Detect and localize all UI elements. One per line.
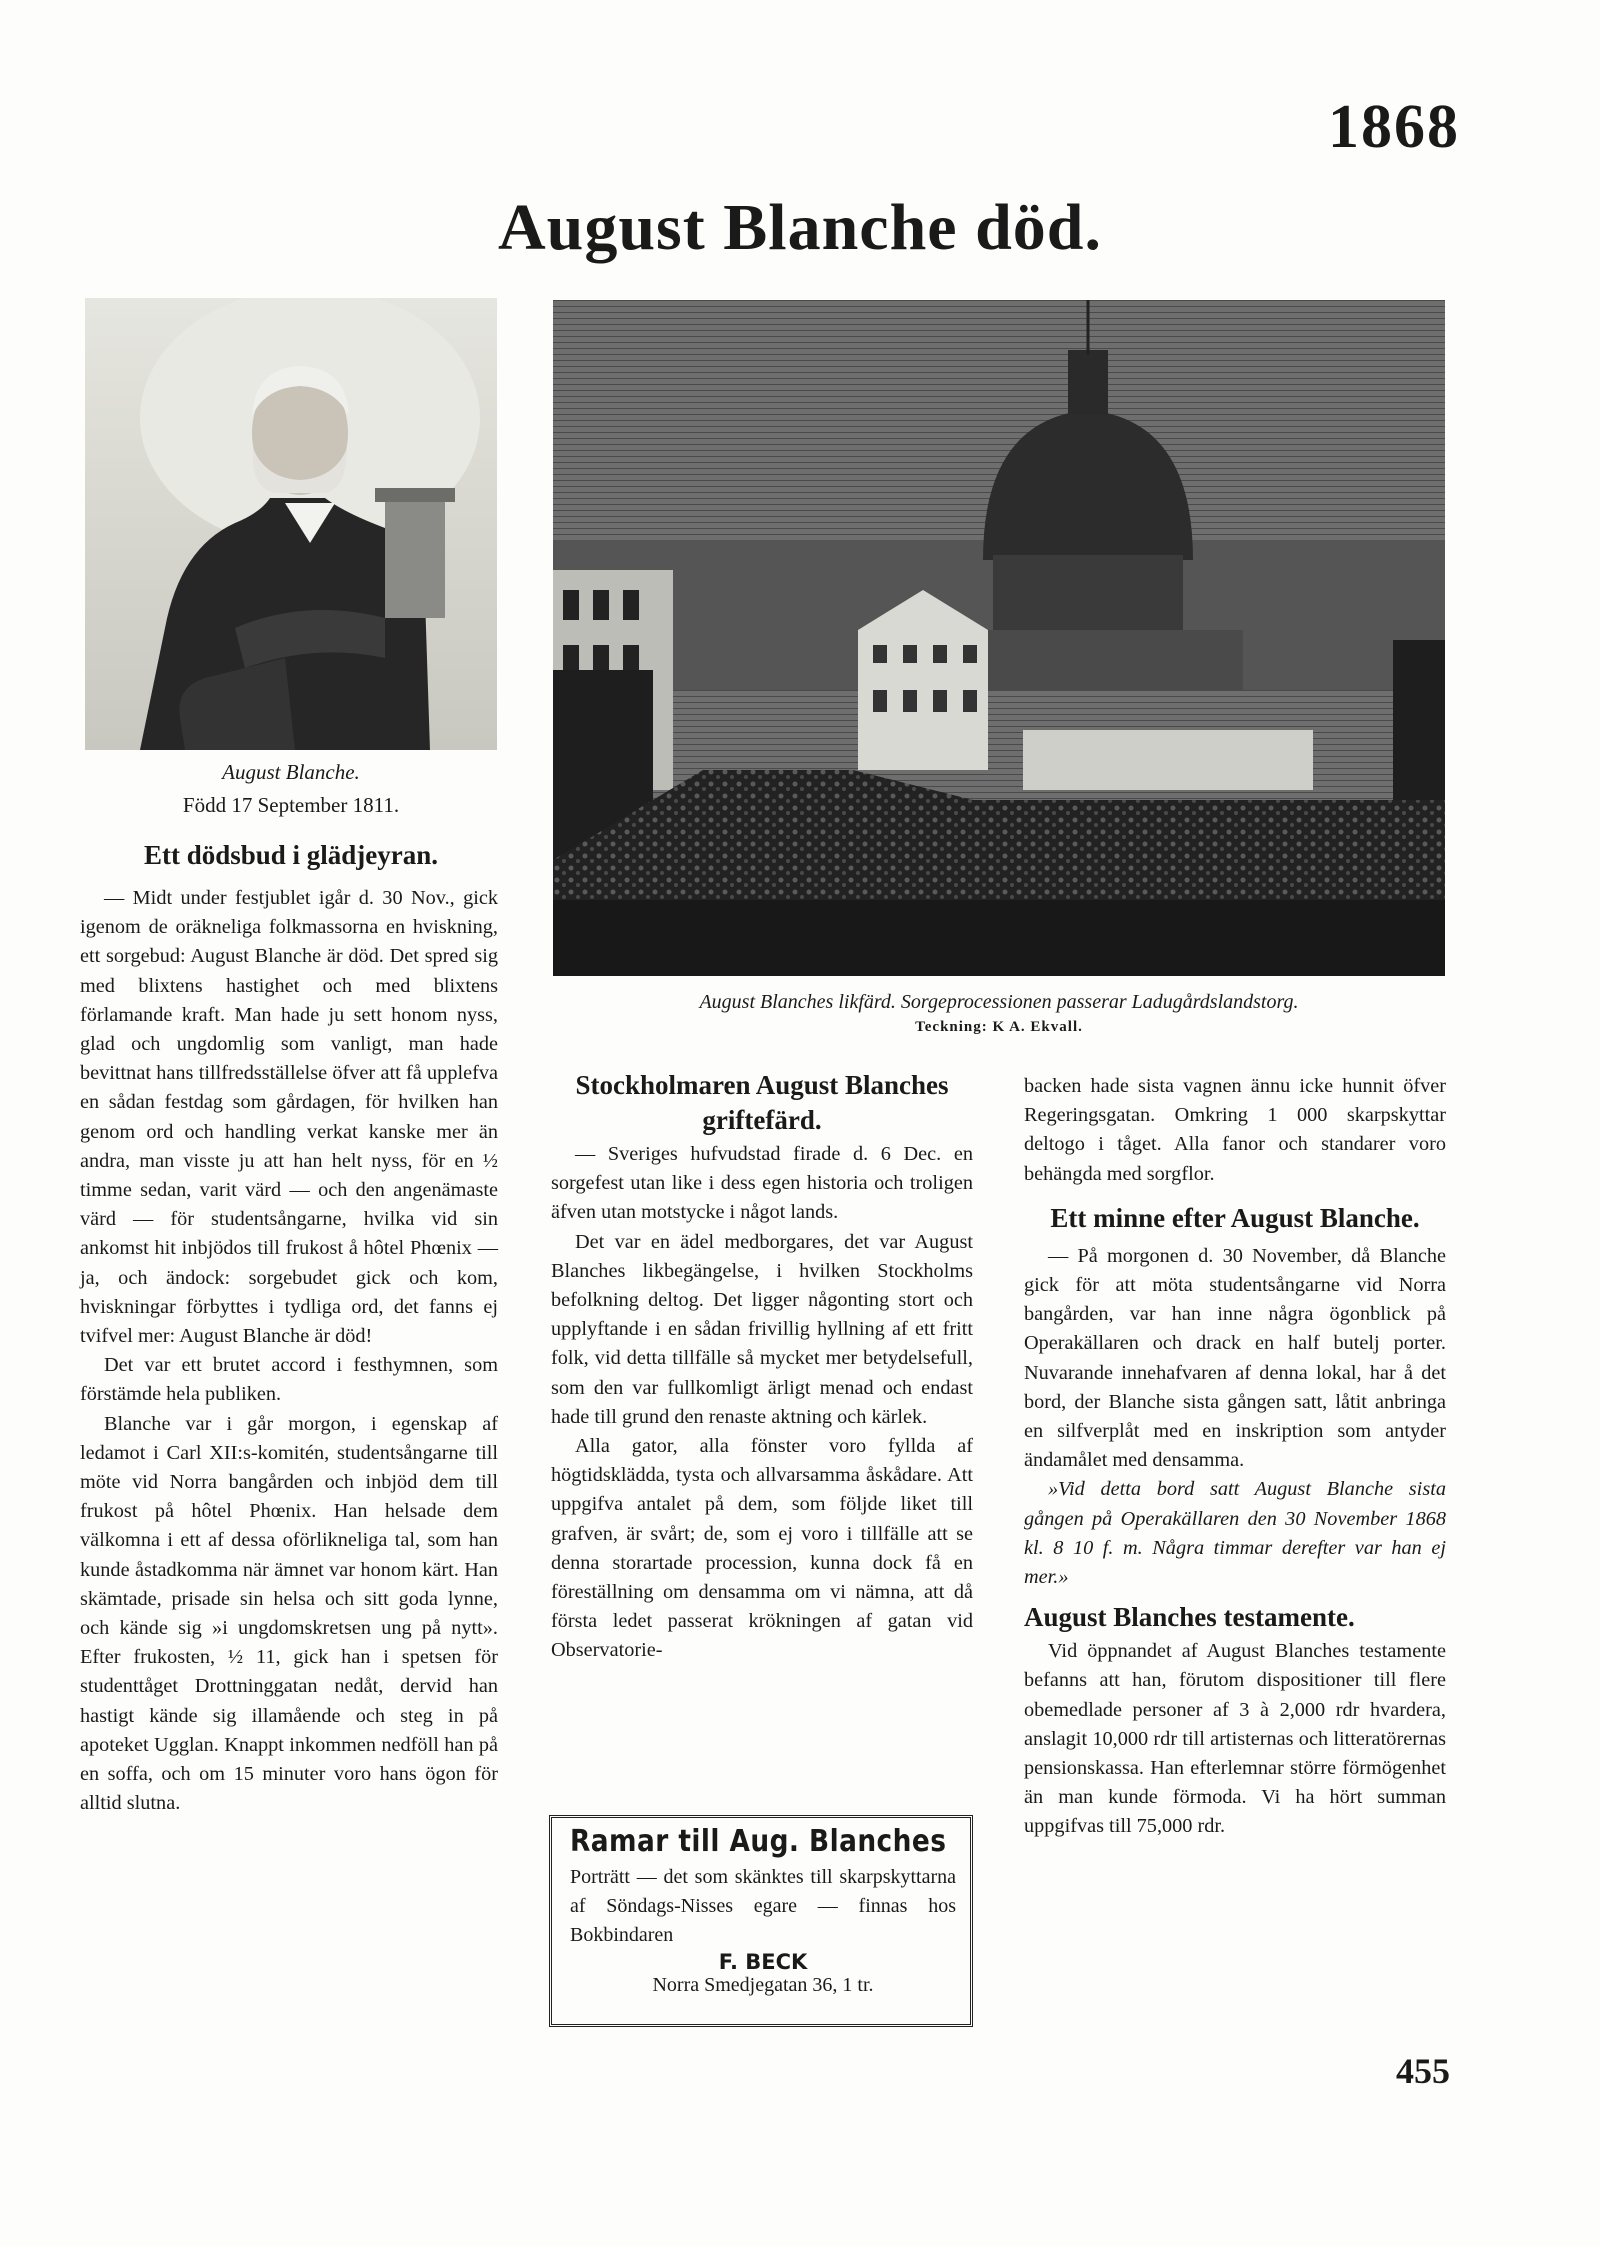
right-column (1024, 1072, 1446, 1842)
funeral-illustration (553, 300, 1445, 976)
article2-paragraph: Alla gator, alla fönster voro fyllda af högtidsklädda, tysta och allvarsamma åskådare. Att uppgifva antalet på dem, som följde liket till grafven, är svårt; de, som ej voro i tillfälle att se denna storartade procession, kunna dock få en föreställning om densamma om vi nämna, att då första ledet passerat krökningen af gatan vid Observatorie- (551, 1435, 973, 1662)
illustration-caption: August Blanches likfärd. Sorgeprocessionen passerar Ladugårdslandstorg. (699, 991, 1299, 1013)
portrait-drawing (85, 298, 497, 750)
article1-body (80, 884, 498, 1819)
article1-paragraph: Det var ett brutet accord i festhymnen, som förstämde hela publiken. (80, 1354, 498, 1406)
article2-paragraph: Det var en ädel medborgares, det var August Blanches likbegängelse, i hvilken Stockholms befolkning deltog. Det ligger någonting stort och upplyftande i en sådan frivillig hyllning af ett fritt folk, vid detta tillfälle så mycket mer betydelsefull, som den var fullkomligt ärligt menad och endast hade till grund den renaste aktning och kärlek. (551, 1230, 973, 1428)
article3-title: Ett minne efter August Blanche. (1050, 1202, 1420, 1233)
portrait-caption-name: August Blanche. (222, 760, 360, 784)
article3-paragraph: — På morgonen d. 30 November, då Blanche gick för att möta studentsångarne vid Norra bangården, var han inne några ögonblick på Operakällaren och drack en half butelj porter. Nuvarande innehafvaren af denna lokal, har å det bord, der Blanche sista gången satt, låtit anbringa en silfverplåt med en inskription som antyder ändamålet med densamma. (1024, 1244, 1446, 1472)
ad-address: Norra Smedjegatan 36, 1 tr. (652, 1974, 874, 1996)
page-title: August Blanche död. (497, 191, 1102, 264)
article4-title: August Blanches testamente. (1024, 1602, 1355, 1633)
article4-paragraph: Vid öppnandet af August Blanches testamente befanns att han, förutom dispositioner till flere obemedlade personer af 3 à 2,000 rdr hvardera, anslagit 10,000 rdr till artisternas och litteratörernas pensionskassa. Han efterlemnar större förmögenhet än man kunde förmoda. Vi ha hört summan uppgifvas till 75,000 rdr. (1024, 1640, 1446, 1838)
article1-paragraph: Blanche var i går morgon, i egenskap af ledamot i Carl XII:s-komitén, studentsångarne till möte vid Norra bangården och inbjöd dem till frukost på hôtel Phœnix. Han helsade dem välkomna i ett af dessa oförlikneliga tal, som han kunde åstadkomma när ämnet var honom kärt. Han skämtade, prisade sin helsa och sitt goda lynne, och kände sig »i ungdomskretsen ung på nytt». Efter frukosten, ½ 11, gick han i spetsen för studenttåget Drottninggatan nedåt, dervid han hastigt kände sig illamående och steg in på apoteket Ugglan. Knappt inkommen nedföll han på en soffa, och om 15 minuter voro hans ögon för alltid slutna. (80, 1412, 498, 1815)
article1-title: Ett dödsbud i glädjeyran. (143, 840, 439, 870)
article1-paragraph: — Midt under festjublet igår d. 30 Nov., gick igenom de oräkneliga folkmassorna en hviskning, ett sorgebud: August Blanche är död. Det spred sig med blixtens hastighet och med blixtens förlamande kraft. Man hade ju sett honom nyss, glad och ungdomlig som vanligt, man hade bevittnat hans tillfredsställelse öfver att få upplefva en sådan festdag som gårdagen, för hvilken han genom ord och handling verkat kanske mer än andra, man visste ju att han helt nyss, för en ½ timme sedan, varit värd — och den angenämaste värd — för studentsångarne, hvilka vid sin ankomst hit inbjödos till frukost å hôtel Phœnix — ja, och ändock: sorgebudet gick och kom, hviskningar förbyttes i tydliga ord, det fanns ej tvifvel mer: August Blanche är död! (80, 887, 498, 1348)
portrait-photo (85, 298, 497, 750)
funeral-engraving (553, 300, 1445, 976)
page-number: 455 (1396, 2051, 1450, 2091)
ad-body: Porträtt — det som skänktes till skarpskyttarna af Söndags-Nisses egare — finnas hos Bokbindaren (570, 1866, 956, 1946)
illustration-credit: Teckning: K A. Ekvall. (915, 1019, 1083, 1035)
article2-continuation: backen hade sista vagnen ännu icke hunnit öfver Regeringsgatan. Omkring 1 000 skarpskyttar deltogo i tåget. Alla fanor och standarer voro behängda med sorgflor. (1024, 1075, 1446, 1185)
article3-quote: »Vid detta bord satt August Blanche sista gången på Operakällaren den 30 November 1868 kl. 8 10 f. m. Några timmar derefter var han ej mer.» (1024, 1478, 1446, 1589)
ad-title: Ramar till Aug. Blanches (570, 1824, 947, 1859)
portrait-caption-born: Född 17 September 1811. (182, 793, 400, 817)
article2-body (551, 1140, 973, 1666)
article2-paragraph: — Sveriges hufvudstad firade d. 6 Dec. en sorgefest utan like i dess egen historia och troligen äfven utan motstycke i något lands. (551, 1143, 973, 1224)
article2-title: Stockholmaren August Blanches griftefärd. (575, 1070, 949, 1135)
year-heading: 1868 (1328, 93, 1460, 161)
ad-name: F. BECK (718, 1950, 808, 1974)
advertisement-box (549, 1815, 973, 2027)
